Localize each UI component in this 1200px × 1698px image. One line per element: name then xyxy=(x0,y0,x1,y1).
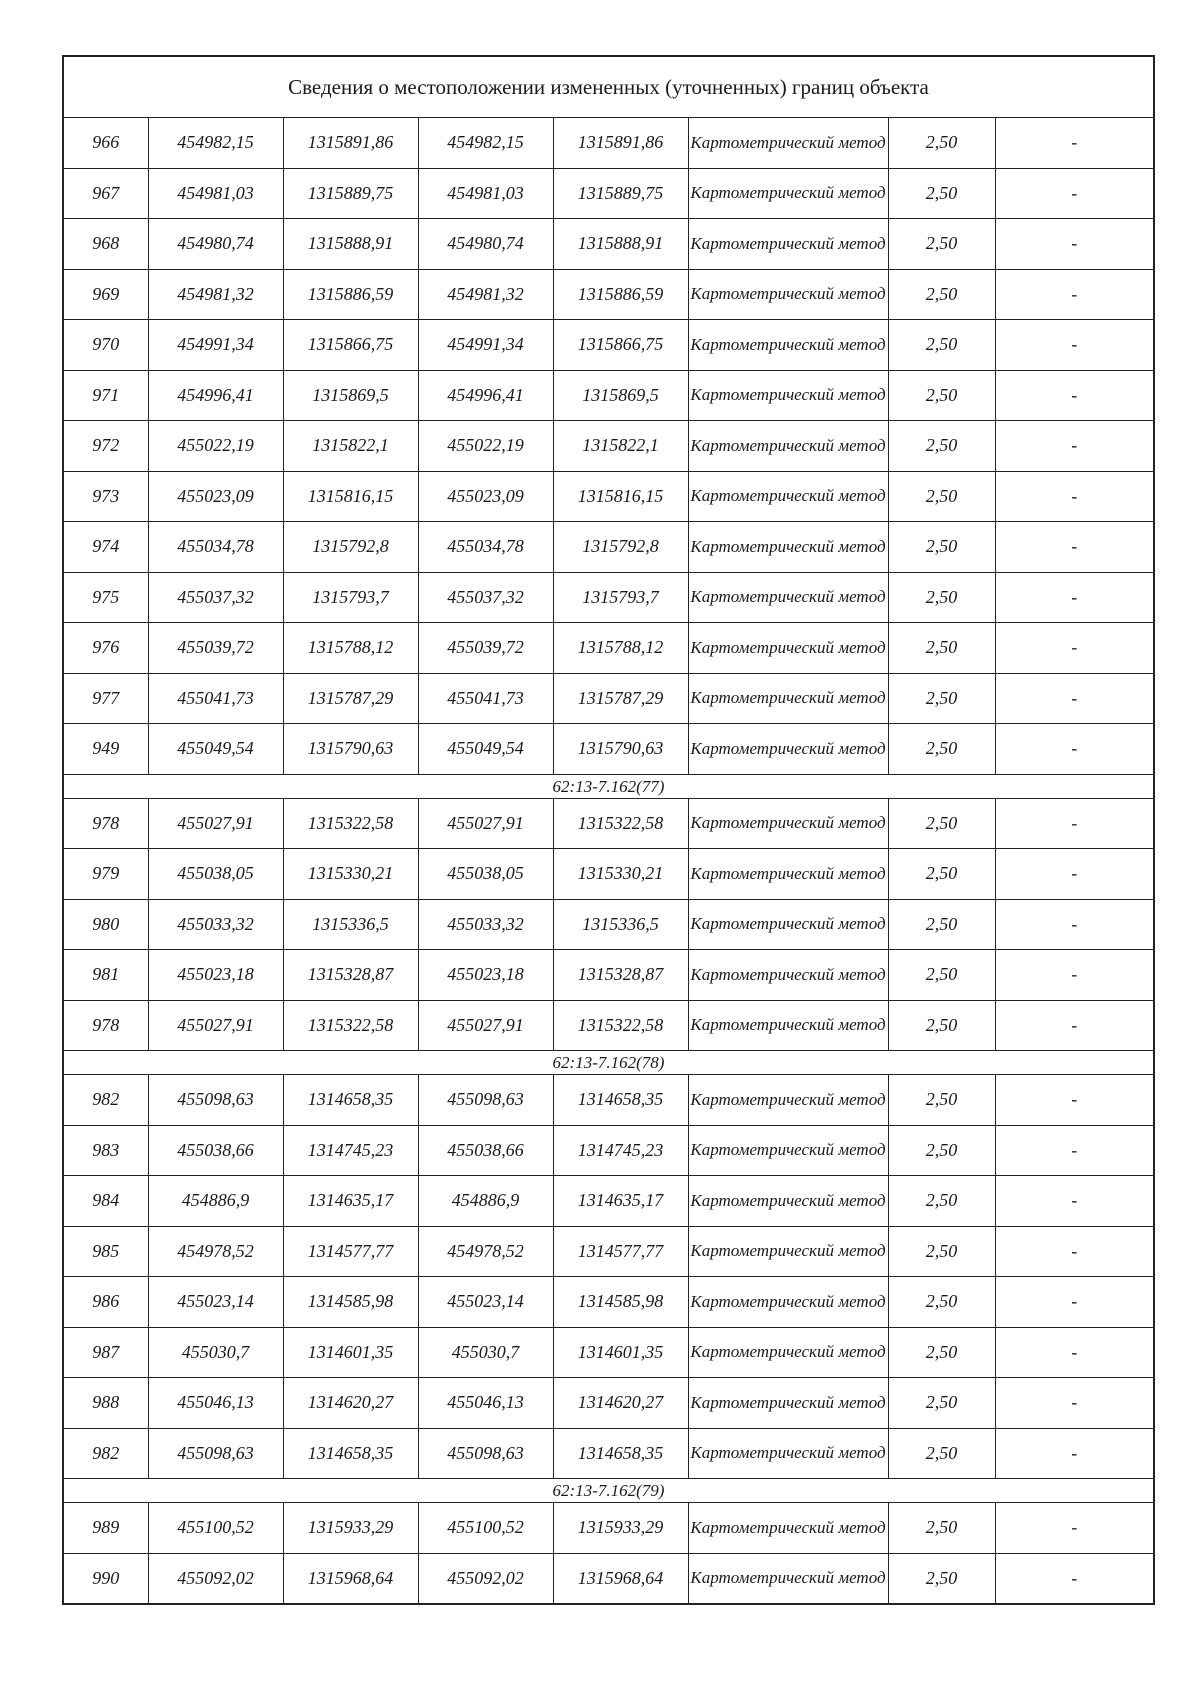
cell-x-existing: 454980,74 xyxy=(148,219,283,270)
cell-note: - xyxy=(995,1428,1154,1479)
cell-note: - xyxy=(995,1378,1154,1429)
cell-accuracy: 2,50 xyxy=(888,1327,995,1378)
cell-point-number: 975 xyxy=(63,572,148,623)
cell-accuracy: 2,50 xyxy=(888,849,995,900)
cell-point-number: 987 xyxy=(63,1327,148,1378)
cell-x-refined: 455041,73 xyxy=(418,673,553,724)
cell-x-refined: 454980,74 xyxy=(418,219,553,270)
cell-y-existing: 1315322,58 xyxy=(283,1000,418,1051)
cell-method: Картометрический метод xyxy=(688,1503,888,1554)
cell-x-refined: 455049,54 xyxy=(418,724,553,775)
cell-note: - xyxy=(995,724,1154,775)
cell-note: - xyxy=(995,219,1154,270)
cell-x-existing: 454991,34 xyxy=(148,320,283,371)
cell-point-number: 976 xyxy=(63,623,148,674)
cell-y-refined: 1314658,35 xyxy=(553,1075,688,1126)
point-row xyxy=(63,269,1154,320)
cell-y-existing: 1315816,15 xyxy=(283,471,418,522)
cell-method: Картометрический метод xyxy=(688,421,888,472)
cell-x-existing: 455023,18 xyxy=(148,950,283,1001)
cell-y-existing: 1315889,75 xyxy=(283,168,418,219)
cell-point-number: 988 xyxy=(63,1378,148,1429)
cell-x-refined: 455092,02 xyxy=(418,1553,553,1604)
cell-y-refined: 1315322,58 xyxy=(553,1000,688,1051)
cell-accuracy: 2,50 xyxy=(888,798,995,849)
cell-x-refined: 454981,03 xyxy=(418,168,553,219)
cell-y-refined: 1315788,12 xyxy=(553,623,688,674)
cell-x-existing: 454981,03 xyxy=(148,168,283,219)
point-row xyxy=(63,1378,1154,1429)
section-label: 62:13-7.162(78) xyxy=(63,1051,1154,1075)
cell-point-number: 978 xyxy=(63,798,148,849)
point-row xyxy=(63,1075,1154,1126)
cell-y-refined: 1315793,7 xyxy=(553,572,688,623)
cell-method: Картометрический метод xyxy=(688,320,888,371)
cell-x-refined: 455027,91 xyxy=(418,1000,553,1051)
cell-y-refined: 1314585,98 xyxy=(553,1277,688,1328)
cell-y-refined: 1315792,8 xyxy=(553,522,688,573)
cell-accuracy: 2,50 xyxy=(888,1553,995,1604)
cell-point-number: 979 xyxy=(63,849,148,900)
point-row xyxy=(63,1176,1154,1227)
cell-x-existing: 455022,19 xyxy=(148,421,283,472)
cell-method: Картометрический метод xyxy=(688,118,888,169)
cell-point-number: 984 xyxy=(63,1176,148,1227)
cell-point-number: 980 xyxy=(63,899,148,950)
cell-point-number: 985 xyxy=(63,1226,148,1277)
point-row xyxy=(63,1000,1154,1051)
cell-accuracy: 2,50 xyxy=(888,1428,995,1479)
cell-y-existing: 1314601,35 xyxy=(283,1327,418,1378)
cell-note: - xyxy=(995,471,1154,522)
cell-method: Картометрический метод xyxy=(688,370,888,421)
cell-y-existing: 1315866,75 xyxy=(283,320,418,371)
cell-x-existing: 455038,66 xyxy=(148,1125,283,1176)
cell-y-refined: 1315891,86 xyxy=(553,118,688,169)
cell-x-refined: 454996,41 xyxy=(418,370,553,421)
cell-y-existing: 1315933,29 xyxy=(283,1503,418,1554)
cell-y-refined: 1315330,21 xyxy=(553,849,688,900)
section-row xyxy=(63,1051,1154,1075)
cell-y-refined: 1315336,5 xyxy=(553,899,688,950)
point-row xyxy=(63,724,1154,775)
cell-accuracy: 2,50 xyxy=(888,1125,995,1176)
cell-y-refined: 1315322,58 xyxy=(553,798,688,849)
cell-method: Картометрический метод xyxy=(688,522,888,573)
cell-accuracy: 2,50 xyxy=(888,673,995,724)
cell-x-refined: 455100,52 xyxy=(418,1503,553,1554)
cell-x-existing: 454981,32 xyxy=(148,269,283,320)
cell-x-existing: 455046,13 xyxy=(148,1378,283,1429)
cell-x-refined: 454981,32 xyxy=(418,269,553,320)
point-row xyxy=(63,623,1154,674)
cell-point-number: 983 xyxy=(63,1125,148,1176)
point-row xyxy=(63,421,1154,472)
cell-note: - xyxy=(995,522,1154,573)
cell-point-number: 972 xyxy=(63,421,148,472)
cell-x-existing: 455039,72 xyxy=(148,623,283,674)
cell-accuracy: 2,50 xyxy=(888,1503,995,1554)
cell-method: Картометрический метод xyxy=(688,269,888,320)
point-row xyxy=(63,118,1154,169)
cell-accuracy: 2,50 xyxy=(888,1000,995,1051)
cell-method: Картометрический метод xyxy=(688,1428,888,1479)
cell-x-refined: 455023,14 xyxy=(418,1277,553,1328)
cell-point-number: 949 xyxy=(63,724,148,775)
cell-point-number: 968 xyxy=(63,219,148,270)
cell-y-existing: 1315336,5 xyxy=(283,899,418,950)
cell-x-refined: 454886,9 xyxy=(418,1176,553,1227)
cell-y-existing: 1315968,64 xyxy=(283,1553,418,1604)
cell-accuracy: 2,50 xyxy=(888,1277,995,1328)
section-row xyxy=(63,1479,1154,1503)
cell-y-existing: 1315822,1 xyxy=(283,421,418,472)
cell-y-existing: 1315787,29 xyxy=(283,673,418,724)
cell-y-existing: 1315886,59 xyxy=(283,269,418,320)
cell-note: - xyxy=(995,1553,1154,1604)
boundary-coordinates-table xyxy=(62,55,1155,1605)
cell-accuracy: 2,50 xyxy=(888,421,995,472)
cell-point-number: 966 xyxy=(63,118,148,169)
cell-accuracy: 2,50 xyxy=(888,1378,995,1429)
cell-y-refined: 1315328,87 xyxy=(553,950,688,1001)
cell-y-existing: 1315793,7 xyxy=(283,572,418,623)
cell-x-existing: 454996,41 xyxy=(148,370,283,421)
cell-point-number: 989 xyxy=(63,1503,148,1554)
section-label: 62:13-7.162(77) xyxy=(63,774,1154,798)
cell-x-existing: 455049,54 xyxy=(148,724,283,775)
cell-x-existing: 454982,15 xyxy=(148,118,283,169)
cell-method: Картометрический метод xyxy=(688,673,888,724)
point-row xyxy=(63,899,1154,950)
point-row xyxy=(63,1553,1154,1604)
cell-method: Картометрический метод xyxy=(688,1553,888,1604)
cell-note: - xyxy=(995,673,1154,724)
cell-y-existing: 1314745,23 xyxy=(283,1125,418,1176)
cell-note: - xyxy=(995,269,1154,320)
cell-accuracy: 2,50 xyxy=(888,1176,995,1227)
cell-note: - xyxy=(995,572,1154,623)
cell-point-number: 981 xyxy=(63,950,148,1001)
cell-method: Картометрический метод xyxy=(688,950,888,1001)
cell-accuracy: 2,50 xyxy=(888,370,995,421)
cell-x-refined: 455022,19 xyxy=(418,421,553,472)
cell-method: Картометрический метод xyxy=(688,168,888,219)
cell-y-refined: 1315889,75 xyxy=(553,168,688,219)
cell-note: - xyxy=(995,370,1154,421)
cell-x-existing: 455023,09 xyxy=(148,471,283,522)
cell-y-existing: 1315792,8 xyxy=(283,522,418,573)
cell-note: - xyxy=(995,1277,1154,1328)
cell-point-number: 973 xyxy=(63,471,148,522)
cell-y-refined: 1315822,1 xyxy=(553,421,688,472)
cell-x-existing: 455030,7 xyxy=(148,1327,283,1378)
cell-y-existing: 1314577,77 xyxy=(283,1226,418,1277)
cell-x-refined: 455039,72 xyxy=(418,623,553,674)
cell-x-existing: 455034,78 xyxy=(148,522,283,573)
cell-y-existing: 1315869,5 xyxy=(283,370,418,421)
cell-accuracy: 2,50 xyxy=(888,522,995,573)
cell-x-refined: 455023,18 xyxy=(418,950,553,1001)
cell-y-refined: 1315886,59 xyxy=(553,269,688,320)
cell-x-existing: 455098,63 xyxy=(148,1075,283,1126)
cell-point-number: 969 xyxy=(63,269,148,320)
cell-y-refined: 1315888,91 xyxy=(553,219,688,270)
cell-point-number: 971 xyxy=(63,370,148,421)
section-row xyxy=(63,774,1154,798)
cell-method: Картометрический метод xyxy=(688,1277,888,1328)
cell-accuracy: 2,50 xyxy=(888,572,995,623)
cell-y-existing: 1315322,58 xyxy=(283,798,418,849)
cell-y-refined: 1314620,27 xyxy=(553,1378,688,1429)
cell-accuracy: 2,50 xyxy=(888,118,995,169)
point-row xyxy=(63,219,1154,270)
cell-x-existing: 455098,63 xyxy=(148,1428,283,1479)
point-row xyxy=(63,572,1154,623)
cell-note: - xyxy=(995,1075,1154,1126)
cell-x-refined: 455098,63 xyxy=(418,1428,553,1479)
cell-point-number: 990 xyxy=(63,1553,148,1604)
cell-method: Картометрический метод xyxy=(688,471,888,522)
cell-y-refined: 1315869,5 xyxy=(553,370,688,421)
cell-y-refined: 1314601,35 xyxy=(553,1327,688,1378)
cell-x-refined: 455034,78 xyxy=(418,522,553,573)
point-row xyxy=(63,950,1154,1001)
cell-accuracy: 2,50 xyxy=(888,899,995,950)
cell-x-refined: 454982,15 xyxy=(418,118,553,169)
cell-note: - xyxy=(995,798,1154,849)
cell-x-existing: 454886,9 xyxy=(148,1176,283,1227)
cell-y-refined: 1315933,29 xyxy=(553,1503,688,1554)
cell-y-refined: 1315787,29 xyxy=(553,673,688,724)
cell-point-number: 974 xyxy=(63,522,148,573)
cell-accuracy: 2,50 xyxy=(888,623,995,674)
cell-point-number: 978 xyxy=(63,1000,148,1051)
cell-x-existing: 455027,91 xyxy=(148,798,283,849)
cell-note: - xyxy=(995,1125,1154,1176)
cell-point-number: 967 xyxy=(63,168,148,219)
point-row xyxy=(63,1226,1154,1277)
cell-x-refined: 455030,7 xyxy=(418,1327,553,1378)
cell-y-refined: 1314577,77 xyxy=(553,1226,688,1277)
point-row xyxy=(63,849,1154,900)
point-row xyxy=(63,1125,1154,1176)
point-row xyxy=(63,168,1154,219)
section-label: 62:13-7.162(79) xyxy=(63,1479,1154,1503)
cell-y-existing: 1315788,12 xyxy=(283,623,418,674)
cell-point-number: 977 xyxy=(63,673,148,724)
cell-note: - xyxy=(995,623,1154,674)
cell-x-refined: 455098,63 xyxy=(418,1075,553,1126)
cell-y-refined: 1315790,63 xyxy=(553,724,688,775)
point-row xyxy=(63,320,1154,371)
cell-y-existing: 1315891,86 xyxy=(283,118,418,169)
cell-accuracy: 2,50 xyxy=(888,1075,995,1126)
cell-x-refined: 455038,05 xyxy=(418,849,553,900)
cell-point-number: 970 xyxy=(63,320,148,371)
point-row xyxy=(63,1327,1154,1378)
cell-method: Картометрический метод xyxy=(688,219,888,270)
point-row xyxy=(63,798,1154,849)
cell-note: - xyxy=(995,899,1154,950)
cell-accuracy: 2,50 xyxy=(888,168,995,219)
cell-y-refined: 1314745,23 xyxy=(553,1125,688,1176)
cell-point-number: 986 xyxy=(63,1277,148,1328)
cell-note: - xyxy=(995,1503,1154,1554)
cell-note: - xyxy=(995,950,1154,1001)
cell-x-existing: 455023,14 xyxy=(148,1277,283,1328)
cell-accuracy: 2,50 xyxy=(888,950,995,1001)
cell-y-refined: 1314635,17 xyxy=(553,1176,688,1227)
cell-x-existing: 455037,32 xyxy=(148,572,283,623)
title-row xyxy=(63,56,1154,118)
cell-y-existing: 1315328,87 xyxy=(283,950,418,1001)
cell-x-existing: 455033,32 xyxy=(148,899,283,950)
cell-note: - xyxy=(995,1000,1154,1051)
cell-method: Картометрический метод xyxy=(688,798,888,849)
cell-x-existing: 455100,52 xyxy=(148,1503,283,1554)
cell-y-existing: 1315330,21 xyxy=(283,849,418,900)
cell-y-existing: 1315790,63 xyxy=(283,724,418,775)
point-row xyxy=(63,673,1154,724)
cell-x-refined: 455037,32 xyxy=(418,572,553,623)
cell-x-refined: 455027,91 xyxy=(418,798,553,849)
cell-y-existing: 1314620,27 xyxy=(283,1378,418,1429)
cell-accuracy: 2,50 xyxy=(888,724,995,775)
cell-note: - xyxy=(995,1327,1154,1378)
cell-y-refined: 1315816,15 xyxy=(553,471,688,522)
cell-method: Картометрический метод xyxy=(688,623,888,674)
cell-x-refined: 454978,52 xyxy=(418,1226,553,1277)
cell-accuracy: 2,50 xyxy=(888,219,995,270)
cell-note: - xyxy=(995,849,1154,900)
table-title: Сведения о местоположении измененных (уточненных) границ объекта xyxy=(63,56,1154,118)
cell-method: Картометрический метод xyxy=(688,849,888,900)
cell-note: - xyxy=(995,168,1154,219)
table-body xyxy=(63,56,1154,1604)
cell-note: - xyxy=(995,421,1154,472)
cell-method: Картометрический метод xyxy=(688,572,888,623)
cell-accuracy: 2,50 xyxy=(888,320,995,371)
cell-x-refined: 455033,32 xyxy=(418,899,553,950)
cell-method: Картометрический метод xyxy=(688,1075,888,1126)
cell-note: - xyxy=(995,1176,1154,1227)
cell-accuracy: 2,50 xyxy=(888,471,995,522)
cell-x-existing: 454978,52 xyxy=(148,1226,283,1277)
cell-y-existing: 1314658,35 xyxy=(283,1428,418,1479)
cell-method: Картометрический метод xyxy=(688,1327,888,1378)
cell-y-refined: 1315866,75 xyxy=(553,320,688,371)
cell-method: Картометрический метод xyxy=(688,1226,888,1277)
point-row xyxy=(63,1277,1154,1328)
cell-y-existing: 1314635,17 xyxy=(283,1176,418,1227)
cell-x-existing: 455092,02 xyxy=(148,1553,283,1604)
cell-x-existing: 455027,91 xyxy=(148,1000,283,1051)
cell-x-refined: 455023,09 xyxy=(418,471,553,522)
cell-accuracy: 2,50 xyxy=(888,269,995,320)
cell-x-refined: 454991,34 xyxy=(418,320,553,371)
cell-x-existing: 455038,05 xyxy=(148,849,283,900)
cell-method: Картометрический метод xyxy=(688,1176,888,1227)
point-row xyxy=(63,1503,1154,1554)
cell-x-refined: 455046,13 xyxy=(418,1378,553,1429)
cell-method: Картометрический метод xyxy=(688,899,888,950)
point-row xyxy=(63,1428,1154,1479)
cell-y-existing: 1314585,98 xyxy=(283,1277,418,1328)
point-row xyxy=(63,370,1154,421)
cell-note: - xyxy=(995,1226,1154,1277)
cell-point-number: 982 xyxy=(63,1428,148,1479)
point-row xyxy=(63,471,1154,522)
cell-note: - xyxy=(995,118,1154,169)
cell-method: Картометрический метод xyxy=(688,1125,888,1176)
cell-x-refined: 455038,66 xyxy=(418,1125,553,1176)
cell-y-refined: 1314658,35 xyxy=(553,1428,688,1479)
cell-note: - xyxy=(995,320,1154,371)
cell-point-number: 982 xyxy=(63,1075,148,1126)
cell-accuracy: 2,50 xyxy=(888,1226,995,1277)
cell-y-existing: 1314658,35 xyxy=(283,1075,418,1126)
cell-method: Картометрический метод xyxy=(688,1378,888,1429)
cell-x-existing: 455041,73 xyxy=(148,673,283,724)
cell-method: Картометрический метод xyxy=(688,1000,888,1051)
point-row xyxy=(63,522,1154,573)
cell-y-refined: 1315968,64 xyxy=(553,1553,688,1604)
cell-method: Картометрический метод xyxy=(688,724,888,775)
cell-y-existing: 1315888,91 xyxy=(283,219,418,270)
